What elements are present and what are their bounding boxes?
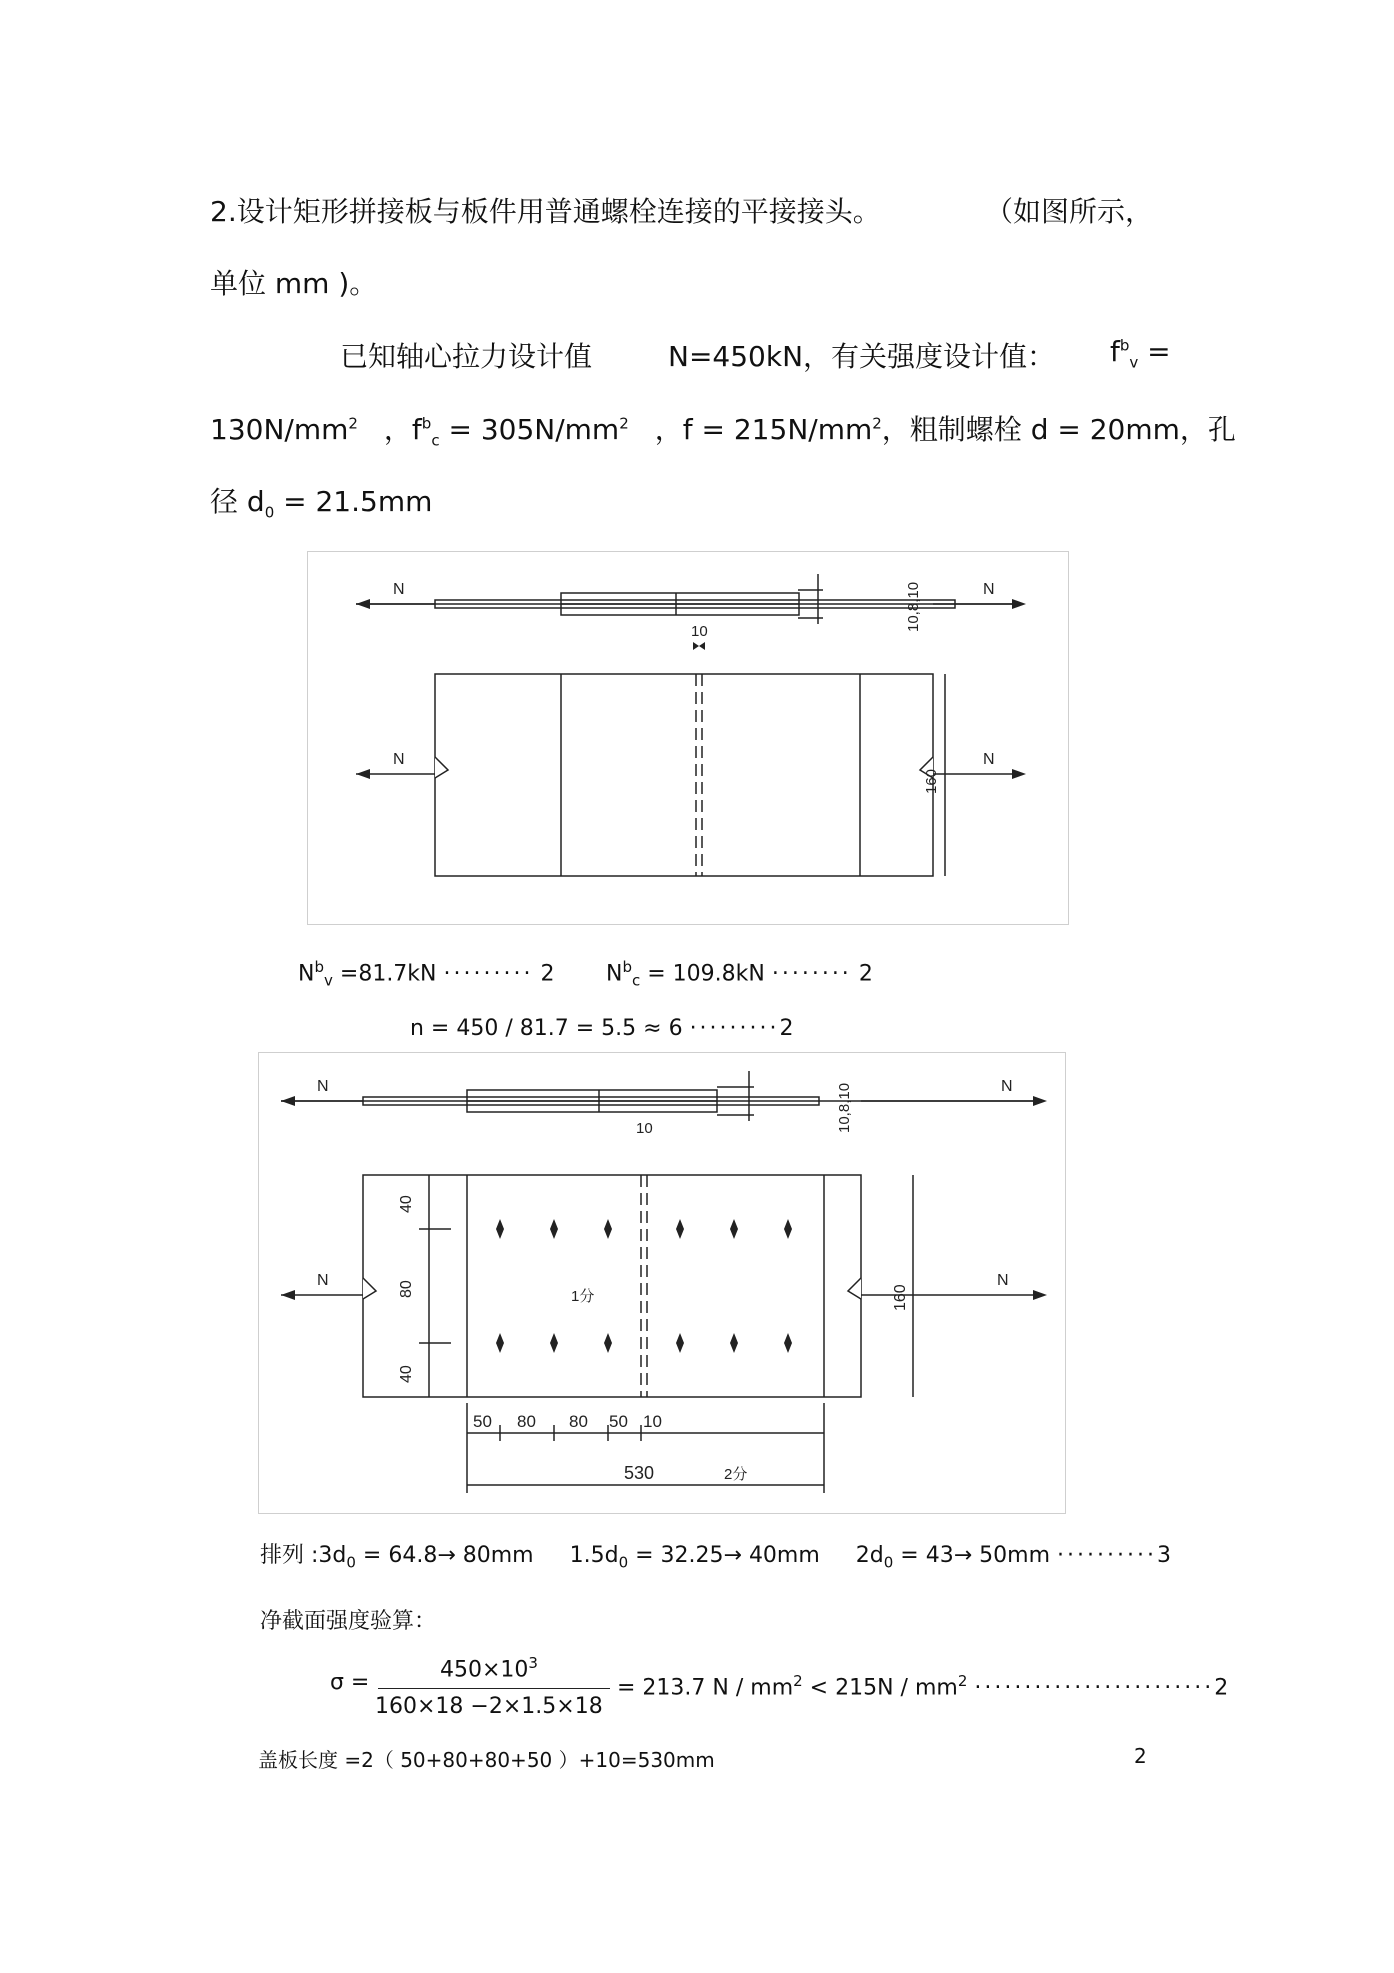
fbv-sup: b [1119,336,1130,355]
n-dots: ········· [689,1016,780,1041]
fig1-gap-tick2 [699,642,705,650]
fig1-gap-label: 10 [691,623,708,640]
l4-f2: ，f [383,413,422,446]
net-num: 450×10 [440,1657,529,1683]
ncb-N: N [606,961,623,987]
fraction-bar [378,1688,610,1689]
fig1-arrowhead-right2 [1012,769,1026,779]
bolt-7 [496,1333,504,1353]
bolt-4 [676,1219,684,1239]
bolt-6 [784,1219,792,1239]
arr-b-lbl: 1.5d [569,1543,619,1568]
l4-sup4: 2 [872,414,882,433]
nvb-line [298,958,554,990]
bolt-1 [496,1219,504,1239]
bolt-2 [550,1219,558,1239]
bolt-5 [730,1219,738,1239]
fig2-v40b: 40 [398,1365,415,1383]
net-dots: ························ [974,1675,1215,1701]
fig1-height-label: 160 [923,768,940,794]
l5-b: = 21.5mm [274,485,433,518]
fig1-N-tr: N [983,581,995,598]
fbv-eq: = [1138,335,1171,368]
net-title: 净截面强度验算： [260,1609,437,1634]
l4-sup3: 2 [619,414,629,433]
fig2-break-right [848,1278,861,1299]
fig2-bolts [496,1219,792,1353]
net-res-sup1: 2 [793,1672,803,1690]
arr-sub-a: 0 [346,1553,356,1572]
figure-1-drawing [308,552,1068,924]
net-res-sup2: 2 [957,1672,968,1690]
problem-line5 [210,480,432,522]
bolt-8 [550,1333,558,1353]
fig2-d50a: 50 [473,1412,492,1431]
fig2-thick-label: 10,8,10 [836,1082,853,1133]
arr-label: 排列 :3d [260,1543,347,1568]
l4-val1: 130N/mm [210,413,349,446]
fig1-gap-tick1 [693,642,699,650]
fig1-arrowhead-right [1012,599,1026,609]
fig2-v80: 80 [398,1280,415,1298]
fig2-arrowhead-r [1033,1096,1047,1106]
problem-line2: 单位 mm )。 [210,267,378,300]
problem-line1-paren: （如图所示， [985,195,1154,228]
fbv-f: f [1110,335,1120,368]
l4-sup1: 2 [348,414,358,433]
l4-sup2: b [421,414,432,433]
problem-line1 [210,190,881,230]
bolt-3 [604,1219,612,1239]
nvb-sup: b [314,958,324,976]
net-pts: 2 [1214,1675,1229,1701]
fig2-plate-front [363,1175,861,1397]
figure-2 [258,1052,1066,1514]
fig1-arrowhead-left [356,599,370,609]
net-denominator: 160×18 −2×1.5×18 [375,1694,603,1719]
fig2-break-left [363,1278,376,1299]
nvb-dots: ········· [443,961,534,987]
n-expr: n = 450 / 81.7 = 5.5 ≈ 6 [410,1016,683,1041]
fig2-score1: 1分 [571,1288,595,1305]
net-result [617,1672,1228,1700]
ncb-pts: 2 [858,961,873,987]
nvb-N: N [298,961,315,987]
fig2-arrowhead-l [281,1096,295,1106]
arr-c-lbl: 2d [855,1543,884,1568]
arr-pts: 3 [1156,1543,1171,1568]
l5-a: 径 d [210,485,265,518]
net-lt: < 215N / mm [809,1675,958,1701]
fig2-d80a: 80 [517,1412,536,1431]
fig1-arrowhead-left2 [356,769,370,779]
nvb-sub: v [324,971,333,990]
ncb-val: = 109.8kN [647,961,765,987]
n-line [410,1016,794,1041]
cover-points: 2 [1134,1744,1147,1768]
l4-sub2: c [431,431,440,450]
fig2-N-br: N [997,1272,1009,1289]
arr-b-val: = 32.25→ 40mm [628,1543,820,1568]
fig1-N-tl: N [393,581,405,598]
fig2-N-tl: N [317,1078,329,1095]
bolt-12 [784,1333,792,1353]
fig2-d10: 10 [643,1412,662,1431]
problem-line4 [210,408,1236,450]
bolt-10 [676,1333,684,1353]
fig1-break-left [435,757,448,778]
fig2-arrowhead-r2 [1033,1290,1047,1300]
arr-sub-b: 0 [618,1553,629,1572]
fig1-N-br: N [983,751,995,768]
figure-2-drawing [259,1053,1065,1513]
ncb-sub: c [632,971,641,990]
fig2-total: 530 [624,1463,655,1483]
net-result-val: = 213.7 N / mm [617,1675,794,1701]
fig1-plate-front [435,674,933,876]
figure-1 [307,551,1069,925]
l4-val2: = 305N/mm [439,413,620,446]
ncb-sup: b [622,958,632,976]
l5-sub: 0 [264,503,275,522]
arr-c-val: = 43→ 50mm [893,1543,1051,1568]
l4-f3: ，f = 215N/mm [654,413,873,446]
fig2-N-bl: N [317,1272,329,1289]
nvb-pts: 2 [540,961,555,987]
fig2-d80b: 80 [569,1412,588,1431]
fig2-N-tr: N [1001,1078,1013,1095]
arr-a-val: = 64.8→ 80mm [355,1543,534,1568]
problem-line3-b: N=450kN，有关强度设计值： [668,340,1056,373]
fig2-score2: 2分 [724,1466,748,1483]
bolt-11 [730,1333,738,1353]
fbv-sub: v [1129,353,1139,372]
fig2-d50b: 50 [609,1412,628,1431]
net-num-sup: 3 [528,1654,538,1672]
net-numerator [440,1654,538,1682]
fig1-thick-label: 10,8,10 [905,581,922,632]
nvb-val: =81.7kN [339,961,437,987]
fbv-symbol [1110,335,1171,372]
fig1-N-bl: N [393,751,405,768]
n-pts: 2 [779,1016,794,1041]
bolt-9 [604,1333,612,1353]
fig2-v40a: 40 [398,1195,415,1213]
l4-rest: ，粗制螺栓 d = 20mm，孔 [881,413,1236,446]
arr-dots: ·········· [1057,1543,1157,1568]
problem-line1-text: 2.设计矩形拼接板与板件用普通螺栓连接的平接接头。 [210,195,881,228]
problem-line3-a: 已知轴心拉力设计值 [340,340,593,373]
fig2-height-label: 160 [892,1284,909,1311]
arrangement-line [260,1538,1171,1571]
cover-length: 盖板长度 =2（ 50+80+80+50 ）+10=530mm [258,1748,715,1772]
fig2-arrowhead-l2 [281,1290,295,1300]
ncb-dots: ········ [771,961,852,987]
ncb-line [606,958,873,990]
net-sigma: σ = [330,1670,370,1695]
fig2-gap-label: 10 [636,1120,653,1137]
arr-sub-c: 0 [883,1553,894,1572]
